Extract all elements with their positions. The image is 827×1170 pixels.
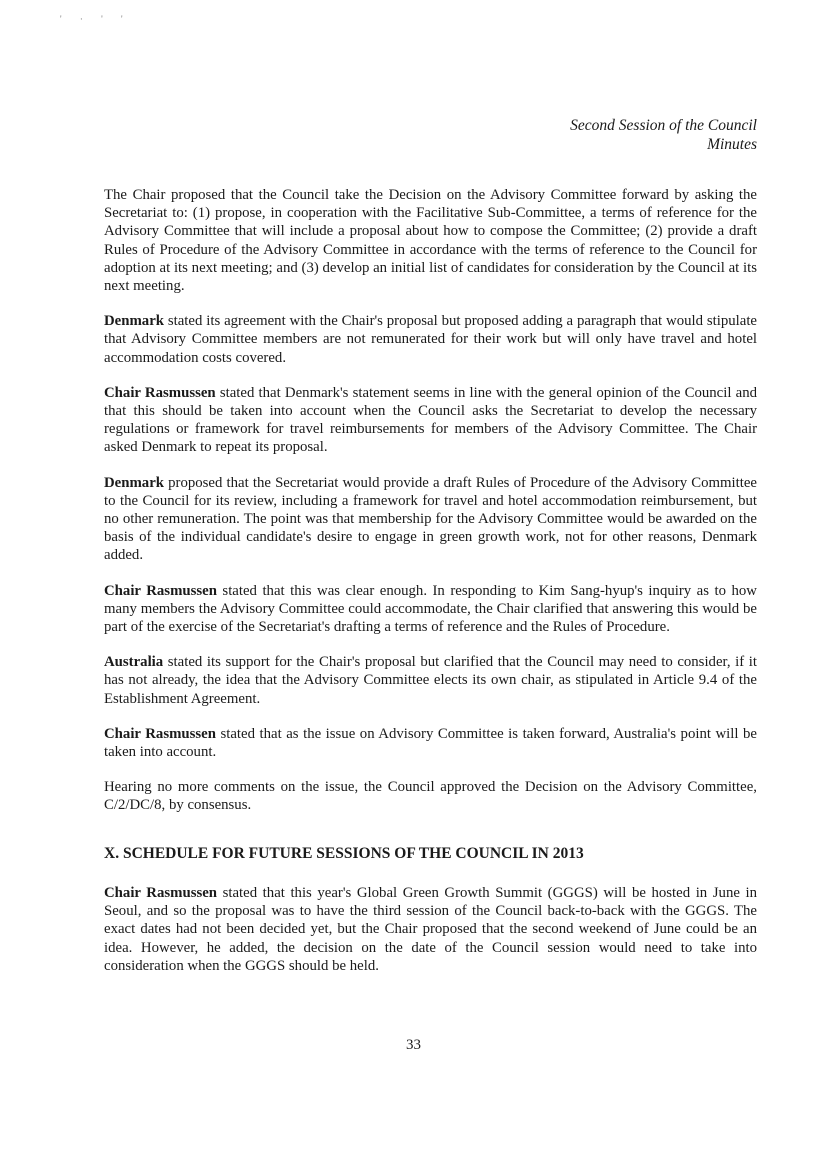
- paragraph-chair-acknowledgement: [104, 725, 757, 761]
- speaker-name: Denmark: [104, 313, 165, 330]
- speaker-name: Chair Rasmussen: [104, 725, 216, 742]
- paragraph-chair-proposal: [104, 186, 757, 295]
- paragraph-text: stated that this year's Global Green Growth Summit (GGGS) will be hosted in June in Seoul, and so the proposal was to have the third session of the Council back-to-back with the GGGS. The exact dates had not been decided yet, but the Chair proposed that the second weekend of June could be an idea. However, he added, the decision on the date of the Council session would need to take into consideration when the GGGS should be held.: [104, 884, 757, 974]
- speaker-name: Australia: [104, 654, 164, 671]
- paragraph-text: proposed that the Secretariat would provide a draft Rules of Procedure of the Advisory Committee to the Council for its review, including a framework for travel and hotel accommodation reimbursement, but no other remuneration. The point was that membership for the Advisory Committee would be awarded on the basis of the individual candidate's desire to engage in green growth work, not for other reasons, Denmark added.: [104, 474, 757, 564]
- paragraph-text: stated its agreement with the Chair's proposal but proposed adding a paragraph that would stipulate that Advisory Committee members are not remunerated for their work but will only have travel and hotel accommodation costs covered.: [104, 313, 757, 366]
- paragraph-decision-approval: [104, 778, 757, 814]
- paragraph-chair-response: [104, 384, 757, 457]
- section-heading: X. SCHEDULE FOR FUTURE SESSIONS OF THE COUNCIL IN 2013: [104, 844, 584, 862]
- scan-artifact: ' · ' ': [60, 14, 131, 24]
- speaker-name: Chair Rasmussen: [104, 884, 218, 901]
- paragraph-denmark-statement: [104, 312, 757, 367]
- paragraph-denmark-proposal: [104, 474, 757, 565]
- paragraph-text: Hearing no more comments on the issue, the Council approved the Decision on the Advisory Committee, C/2/DC/8, by consensus.: [104, 779, 757, 814]
- paragraph-text: The Chair proposed that the Council take the Decision on the Advisory Committee forward by asking the Secretariat to: (1) propose, in cooperation with the Facilitative Sub-Committee, a terms of reference for the Advisory Committee that will include a proposal about how to compose the Committee; (2) provide a draft Rules of Procedure of the Advisory Committee in accordance with the terms of reference to the Council for adoption at its next meeting; and (3) develop an initial list of candidates for consideration by the Council at its next meeting.: [104, 187, 757, 295]
- speaker-name: Denmark: [104, 474, 165, 491]
- paragraph-australia-statement: [104, 653, 757, 708]
- document-body: [104, 186, 757, 992]
- page-header: [570, 116, 757, 154]
- paragraph-schedule: [104, 884, 757, 975]
- header-session-title: Second Session of the Council: [570, 117, 757, 134]
- paragraph-text: stated that this was clear enough. In responding to Kim Sang-hyup's inquiry as to how many members the Advisory Committee could accommodate, the Chair clarified that answering this would be part of the exercise of the Secretariat's drafting a terms of reference and the Rules of Procedure.: [104, 582, 757, 636]
- page-number: 33: [406, 1037, 421, 1053]
- paragraph-text: stated that Denmark's statement seems in line with the general opinion of the Council and that this should be taken into account when the Council asks the Secretariat to develop the necessary regulations or framework for travel reimbursements for members of the Advisory Committee. The Chair asked Denmark to repeat its proposal.: [104, 384, 757, 456]
- speaker-name: Chair Rasmussen: [104, 384, 216, 401]
- paragraph-chair-clarification: [104, 582, 757, 637]
- paragraph-text: stated its support for the Chair's proposal but clarified that the Council may need to consider, if it has not already, the idea that the Advisory Committee elects its own chair, as stipulated in Article 9.4 of the Establishment Agreement.: [104, 654, 757, 707]
- paragraph-text: stated that as the issue on Advisory Committee is taken forward, Australia's point will be taken into account.: [104, 725, 757, 761]
- header-document-type: Minutes: [707, 136, 757, 153]
- speaker-name: Chair Rasmussen: [104, 582, 217, 599]
